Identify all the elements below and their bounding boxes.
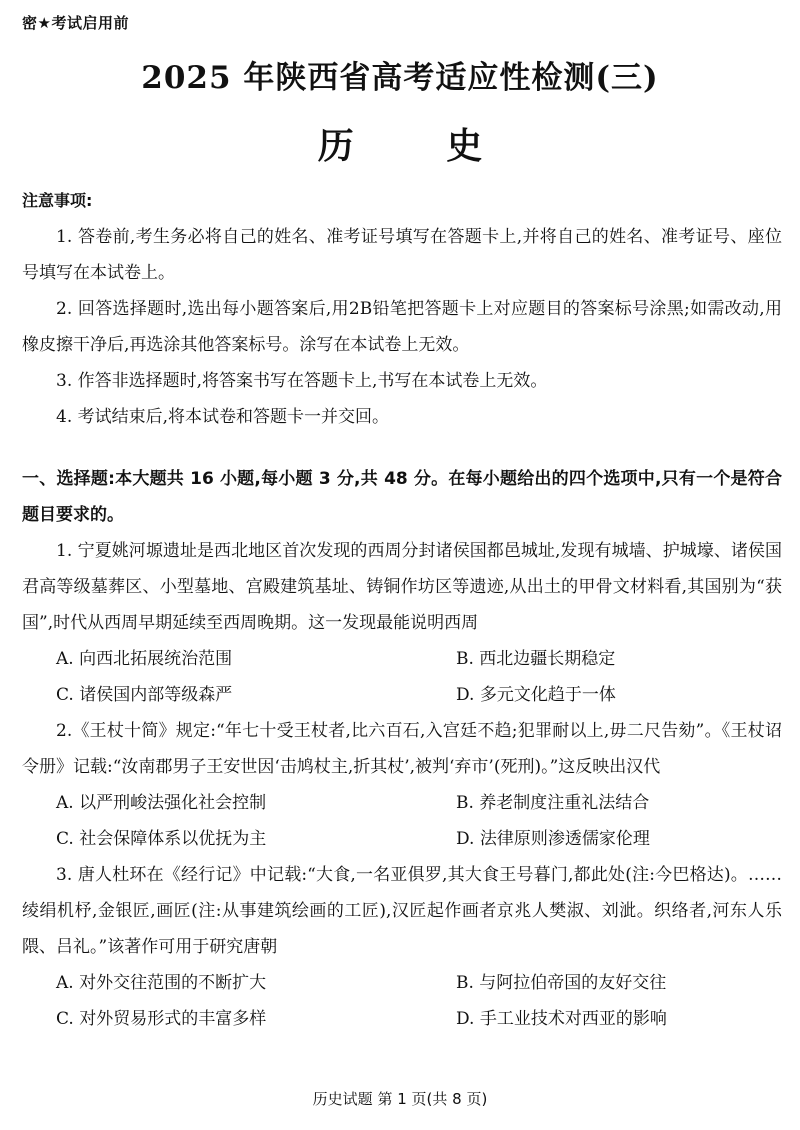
option-grid [22,641,782,713]
option-d: D. 多元文化趋于一体 [456,685,616,705]
question-3 [22,857,782,1037]
question-1 [22,533,782,713]
option-d: D. 手工业技术对西亚的影响 [456,1009,667,1029]
page-footer: 历史试题 第 1 页(共 8 页) [312,1090,488,1108]
section-instructions: 本大题共 16 小题,每小题 3 分,共 48 分。在每小题给出的四个选项中,只有一个是符合题目要求的。 [22,469,782,525]
notice-item-1: 1. 答卷前,考生务必将自己的姓名、准考证号填写在答题卡上,并将自己的姓名、准考证号、座位号填写在本试卷上。 [22,227,782,283]
option-grid [22,965,782,1037]
option-b: B. 养老制度注重礼法结合 [456,793,650,813]
option-c: C. 对外贸易形式的丰富多样 [56,1009,267,1029]
question-stem: 1. 宁夏姚河塬遗址是西北地区首次发现的西周分封诸侯国都邑城址,发现有城墙、护城壕、诸侯国君高等级墓葬区、小型墓地、宫殿建筑基址、铸铜作坊区等遗迹,从出土的甲骨文材料看,其国别为“获国”,时代从西周早期延续至西周晚期。这一发现最能说明西周 [22,541,782,633]
exam-content [22,188,782,1037]
option-b: B. 西北边疆长期稳定 [456,649,616,669]
subject-title: 历 史 [317,125,523,167]
option-a: A. 向西北拓展统治范围 [56,649,233,669]
notice-item-2: 2. 回答选择题时,选出每小题答案后,用2B铅笔把答题卡上对应题目的答案标号涂黑;如需改动,用橡皮擦干净后,再选涂其他答案标号。涂写在本试卷上无效。 [22,299,782,355]
notice-heading: 注意事项: [22,191,93,210]
option-d: D. 法律原则渗透儒家伦理 [456,829,650,849]
option-grid [22,785,782,857]
notice-item-4: 4. 考试结束后,将本试卷和答题卡一并交回。 [56,407,390,427]
section-label: 一、选择题: [22,469,115,489]
notice-item-3: 3. 作答非选择题时,将答案书写在答题卡上,书写在本试卷上无效。 [56,371,548,391]
question-2 [22,713,782,857]
option-b: B. 与阿拉伯帝国的友好交往 [456,973,667,993]
option-a: A. 以严刑峻法强化社会控制 [56,793,267,813]
section-heading [22,461,782,533]
confidential-label: 密★考试启用前 [22,14,129,32]
option-c: C. 社会保障体系以优抚为主 [56,829,267,849]
question-stem: 2.《王杖十简》规定:“年七十受王杖者,比六百石,入宫廷不趋;犯罪耐以上,毋二尺告劾”。《王杖诏令册》记载:“汝南郡男子王安世因‘击鸠杖主,折其杖’,被判‘弃市’(死刑)。”这反映出汉代 [22,721,782,777]
question-stem: 3. 唐人杜环在《经行记》中记载:“大食,一名亚俱罗,其大食王号暮门,都此处(注:今巴格达)。……绫绢机杼,金银匠,画匠(注:从事建筑绘画的工匠),汉匠起作画者京兆人樊淑、刘泚。织络者,河东人乐隈、吕礼。”该著作可用于研究唐朝 [22,865,782,957]
exam-title: 2025 年陕西省高考适应性检测(三) [141,60,659,96]
option-a: A. 对外交往范围的不断扩大 [56,973,267,993]
option-c: C. 诸侯国内部等级森严 [56,685,233,705]
